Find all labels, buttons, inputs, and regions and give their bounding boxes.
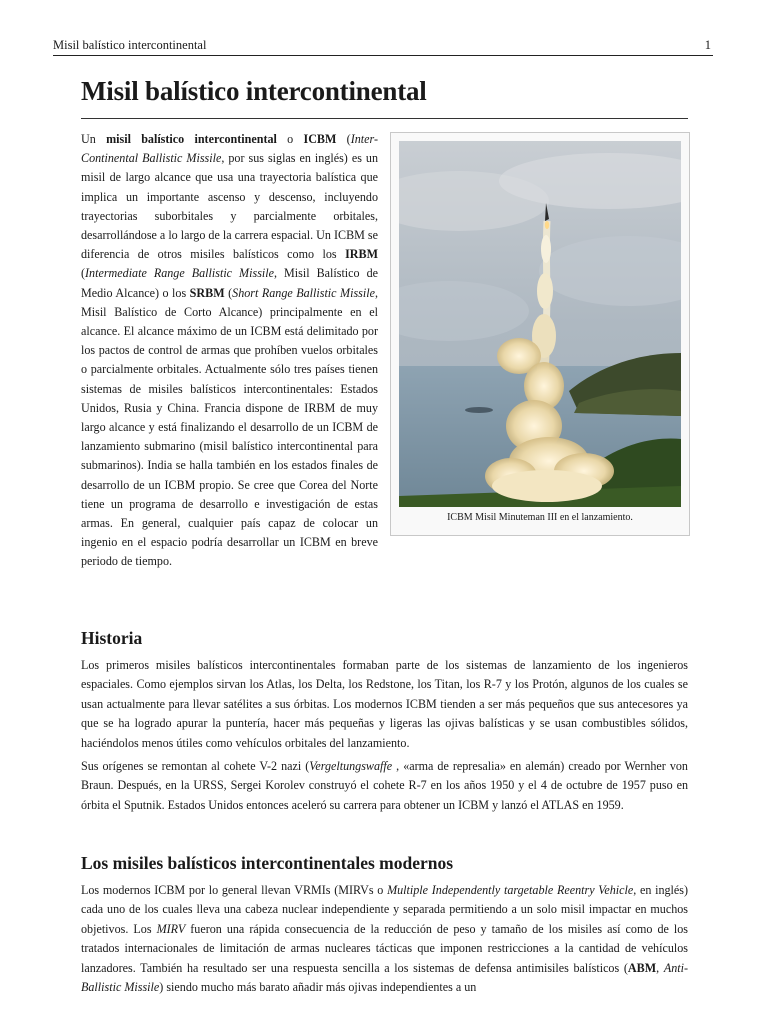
modernos-paragraph-1 — [81, 881, 688, 997]
term-mirv: MIRV — [156, 921, 186, 936]
paragraph-text: Sus orígenes se remontan al cohete V-2 nazi ( — [81, 759, 310, 774]
intro-text: Un — [81, 132, 107, 146]
paragraph-text: Los modernos ICBM por lo general llevan VRMIs (MIRVs o — [81, 883, 388, 897]
term-icbm-english: Inter-Continental Ballistic Missile — [81, 132, 379, 166]
paragraph-text: , — [656, 960, 664, 975]
term-mirv-english: Multiple Independently targetable Reentry Vehicle — [387, 883, 634, 897]
term-srbm-english: Short Range Ballistic Missile — [232, 285, 375, 300]
term-vergeltungswaffe: Vergeltungswaffe — [309, 759, 393, 774]
section-heading-modernos: Los misiles balísticos intercontinentales modernos — [81, 853, 454, 873]
figure-box — [390, 132, 690, 536]
page-title: Misil balístico intercontinental — [81, 76, 427, 106]
intro-text: ( — [336, 132, 351, 146]
term-abm-english: Anti-Ballistic Missile — [81, 960, 688, 995]
term-srbm: SRBM — [189, 285, 225, 300]
page-number: 1 — [704, 38, 711, 52]
intro-paragraph — [81, 130, 690, 572]
intro-text: , Misil Balístico de Corto Alcance) principalmente en el alcance. El alcance máximo de un ICBM está delimitado por los pactos de control de armas que prohíben vuelos orbitales o parcialmente orbitales. Actualmente sólo tres países tienen sistemas de misiles balísticos intercontinentales: Estados Unidos, Rusia y China. Francia dispone de IRBM de muy largo alcance y está finalizando el desarrollo de un ICBM de lanzamiento submarino (misil balístico intercontinental para submarinos). India se halla también en los estados finales de desarrollo de un ICBM propio. Se cree que Corea del Norte tiene un programa de desarrollo e investigación de estas armas. En general, cualquier país capaz de colocar un ingenio en el espacio podría desarrollar un ICBM en breve periodo de tiempo. — [81, 285, 378, 569]
term-icbm: ICBM — [303, 132, 337, 146]
section-heading-historia: Historia — [81, 628, 143, 648]
missile-launch-photo — [399, 141, 681, 507]
running-header-title: Misil balístico intercontinental — [53, 38, 207, 52]
paragraph-text: , en inglés) cada uno de los cuales lleva una cabeza nuclear independiente y separada permitiendo a un solo misil impactar en muchos objetivos. Los — [81, 883, 688, 936]
intro-text: , por sus siglas en inglés) es un misil de largo alcance que usa una trayectoria balística que implica un importante ascenso y descenso, incluyendo trayectorias suborbitales y parcialmente orbitales, desarrollándose a lo largo de la carrera espacial. Un ICBM se diferencia de otros misiles balísticos como los — [81, 151, 378, 262]
term-abm: ABM — [627, 960, 657, 975]
intro-text: ( — [224, 285, 233, 300]
historia-paragraph-1: Los primeros misiles balísticos intercontinentales formaban parte de los sistemas de lanzamiento de los ingenieros espaciales. Como ejemplos sirvan los Atlas, los Delta, los Redstone, los Titan, los R-7 y los Protón, algunos de los cuales se usan actualmente para llevar satélites a sus órbitas. Los modernos ICBM tienden a ser más pequeños que sus antecesores ya que se ha logrado apurar la puntería, hacer más pequeñas y ligeras las ojivas balísticas y se usan combustibles sólidos, haciéndolos menos útiles como vehículos orbitales del lanzamiento. — [81, 658, 688, 750]
title-divider — [81, 118, 688, 119]
paragraph-text: , «arma de represalia» en alemán) creado por Wernher von Braun. Después, en la URSS, Sergei Korolev construyó el cohete R-7 en los años 1950 y el 4 de octubre de 1957 puso en órbita el Sputnik. Estados Unidos entonces aceleró su carrera para obtener un ICBM y lanzó el ATLAS en 1959. — [81, 759, 688, 812]
intro-text: , Misil Balístico de Medio Alcance) o los — [81, 266, 378, 300]
historia-paragraph-2 — [81, 757, 688, 815]
figure-caption: ICBM Misil Minuteman III en el lanzamiento. — [447, 512, 633, 523]
term-irbm: IRBM — [345, 247, 378, 262]
paragraph-text: fueron una rápida consecuencia de la reducción de peso y tamaño de los misiles así como de los tratados internacionales de limitación de armas nucleares tácticas que imponen restricciones a la cantidad de vehículos lanzadores. También ha resultado ser una respuesta sencilla a los sistemas de defensa antimisiles balísticos ( — [81, 921, 689, 975]
running-header — [53, 37, 713, 56]
intro-text: o — [276, 132, 304, 146]
paragraph-text: ) siendo mucho más barato añadir más ojivas independientes a un — [159, 980, 477, 995]
section-body-historia — [81, 656, 688, 819]
intro-text: ( — [81, 266, 86, 281]
section-body-modernos — [81, 881, 688, 1001]
term-icbm-full: misil balístico intercontinental — [106, 132, 277, 146]
term-irbm-english: Intermediate Range Ballistic Missile — [85, 266, 274, 281]
